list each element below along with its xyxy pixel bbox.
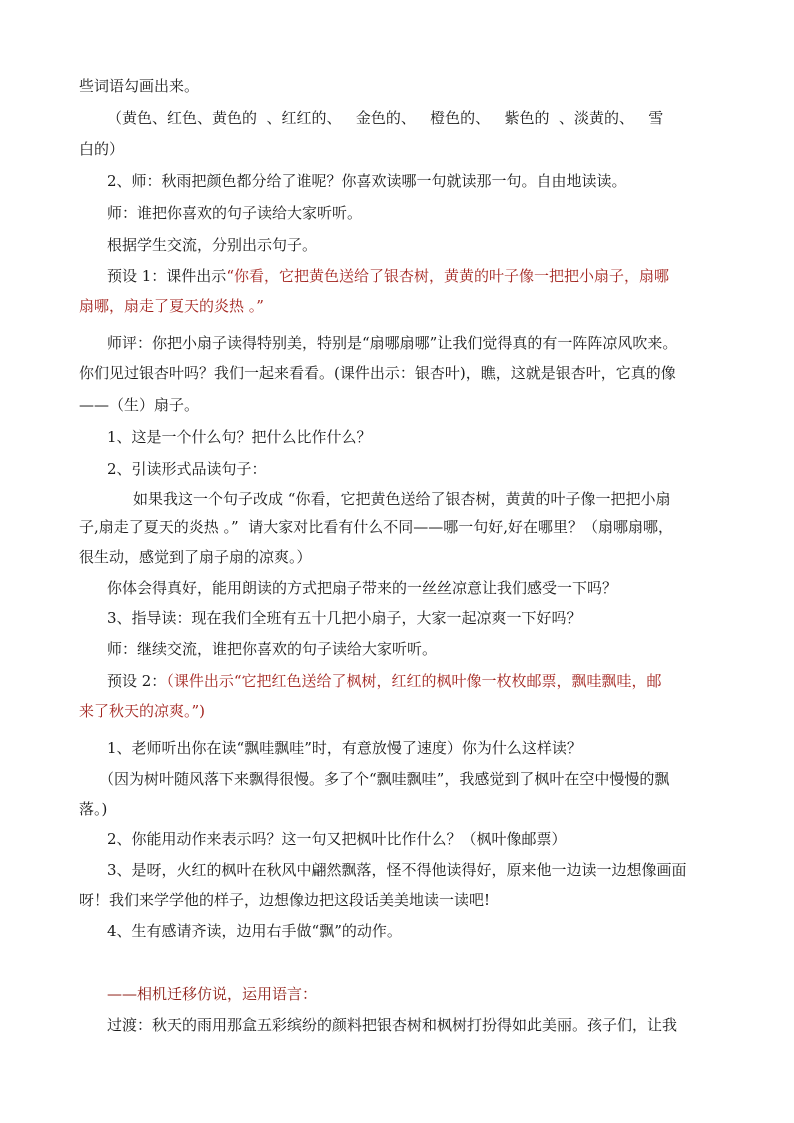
- text-line: （黄色、红色、黄色的 、红红的、 金色的、 橙色的、 紫色的 、淡黄的、 雪: [107, 109, 664, 127]
- text-line: 根据学生交流，分别出示句子。: [107, 236, 318, 254]
- text-line: 1、老师听出你在读“飘哇飘哇”时，有意放慢了速度）你为什么这样读？: [107, 739, 582, 757]
- text-line: 子,扇走了夏天的炎热 。” 请大家对比看有什么不同——哪一句好,好在哪里？（扇哪扇哪，: [79, 518, 674, 536]
- text-line: 很生动，感觉到了扇子扇的凉爽。）: [79, 548, 312, 566]
- preset-2-quote: （课件出示“它把红色送给了枫树，红红的枫叶像一枚枚邮票，飘哇飘哇，邮: [166, 672, 662, 690]
- text-line: 3、指导读：现在我们全班有五十几把小扇子，大家一起凉爽一下好吗？: [107, 609, 582, 627]
- preset-1-line: [107, 266, 669, 286]
- preset-1-quote: “你看，它把黄色送给了银杏树，黄黄的叶子像一把把小扇子，扇哪: [226, 267, 669, 285]
- text-line: 如果我这一个句子改成 “你看，它把黄色送给了银杏树，黄黄的叶子像一把把小扇: [133, 490, 671, 508]
- text-line: 扇哪，扇走了夏天的炎热 。”: [79, 297, 264, 315]
- text-line: （因为树叶随风落下来飘得很慢。多了个“飘哇飘哇”，我感觉到了枫叶在空中慢慢的飘: [99, 770, 670, 788]
- text-line: 你体会得真好，能用朗读的方式把扇子带来的一丝丝凉意让我们感受一下吗？: [107, 579, 618, 597]
- preset-2-label: 预设 2：: [107, 672, 167, 690]
- text-line: 3、是呀，火红的枫叶在秋风中翩然飘落，怪不得他读得好，原来他一边读一边想像画面: [107, 861, 687, 879]
- text-line: 过渡：秋天的雨用那盒五彩缤纷的颜料把银杏树和枫树打扮得如此美丽。孩子们，让我: [107, 1016, 678, 1034]
- text-line: 你们见过银杏叶吗？我们一起来看看。(课件出示：银杏叶)，瞧，这就是银杏叶，它真的像: [79, 364, 676, 382]
- text-line: 2、你能用动作来表示吗？这一句又把枫叶比作什么？（枫叶像邮票）: [107, 830, 567, 848]
- text-line: 师：谁把你喜欢的句子读给大家听听。: [107, 204, 363, 222]
- text-line: 落。): [79, 800, 108, 818]
- text-line: ——（生）扇子。: [79, 396, 200, 414]
- section-heading: ——相机迁移仿说，运用语言：: [107, 985, 318, 1003]
- text-line: 1、这是一个什么句？把什么比作什么？: [107, 428, 372, 446]
- text-line: 师评：你把小扇子读得特别美，特别是“扇哪扇哪”让我们觉得真的有一阵阵凉风吹来。: [107, 334, 678, 352]
- preset-1-label: 预设 1：课件出示: [107, 267, 227, 285]
- text-line: 白的）: [79, 140, 125, 158]
- preset-2-line: [107, 671, 662, 691]
- text-line: 2、引读形式品读句子：: [107, 460, 267, 478]
- text-line: 4、生有感请齐读，边用右手做“飘”的动作。: [107, 922, 402, 940]
- text-line: 师：继续交流，谁把你喜欢的句子读给大家听听。: [107, 640, 438, 658]
- text-line: 呀！我们来学学他的样子，边想像边把这段话美美地读一读吧!: [79, 891, 491, 909]
- text-line: 些词语勾画出来。: [79, 77, 200, 95]
- text-line: 2、师：秋雨把颜色都分给了谁呢？你喜欢读哪一句就读那一句。自由地读读。: [107, 172, 627, 190]
- text-line: 来了秋天的凉爽。”): [79, 702, 206, 720]
